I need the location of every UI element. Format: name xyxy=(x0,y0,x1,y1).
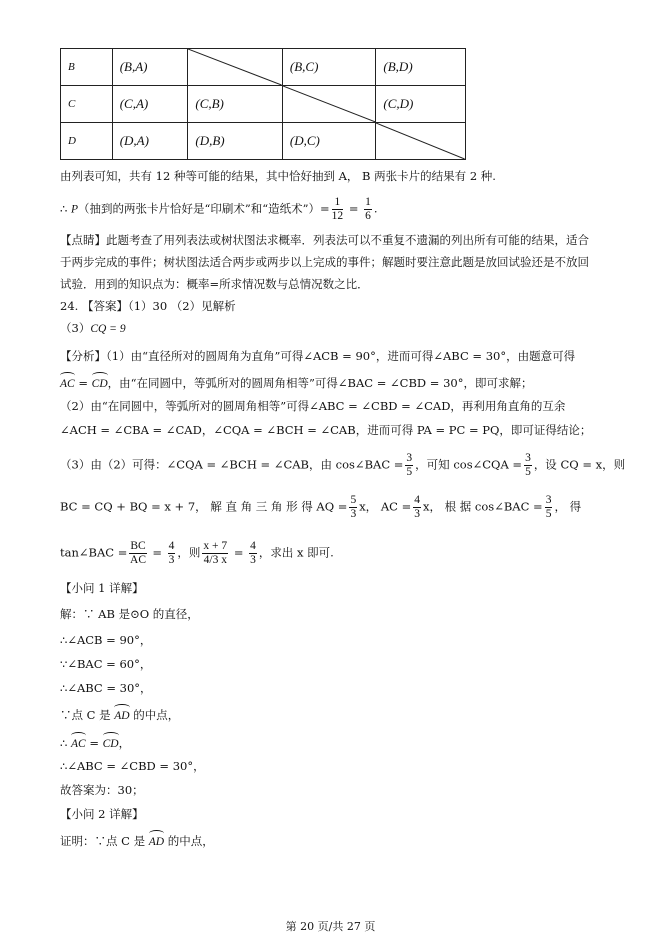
solution-line: ∴∠ABC = 30°， xyxy=(60,681,152,695)
denominator: 4/3 x xyxy=(203,554,227,566)
solution-line xyxy=(60,732,130,752)
table-cell: (B,C) xyxy=(282,49,376,86)
denominator: 5 xyxy=(545,508,552,520)
denominator: 3 xyxy=(350,508,357,520)
row-header: B xyxy=(61,49,113,86)
denominator: 12 xyxy=(331,210,344,222)
solution-text: 证明：∵点 C 是 xyxy=(60,834,149,848)
denominator: 3 xyxy=(250,554,256,566)
fraction xyxy=(405,452,413,479)
numerator: BC xyxy=(130,540,146,552)
diagonal-cell xyxy=(282,86,376,123)
comment-line: 【点睛】此题考查了用列表法或树状图法求概率．列表法可以不重复不遗漏的列出所有可能的结果，适合 xyxy=(60,233,589,247)
comment-line: 于两步完成的事件；树状图法适合两步或两步以上完成的事件；解题时要注意此题是放回试验还是不放回 xyxy=(60,255,589,269)
analysis-line xyxy=(60,372,532,392)
table-row xyxy=(61,86,466,123)
table-cell: (C,A) xyxy=(112,86,188,123)
numerator: 3 xyxy=(406,452,413,464)
equals: = xyxy=(85,736,103,750)
numerator: 4 xyxy=(250,540,256,552)
table-cell: (C,D) xyxy=(376,86,466,123)
solution-text: 的中点， xyxy=(129,708,180,722)
fraction xyxy=(249,540,257,567)
arc-symbol: AD xyxy=(149,830,164,850)
table-row xyxy=(61,49,466,86)
table-cell: (B,D) xyxy=(376,49,466,86)
table-cell: (B,A) xyxy=(112,49,188,86)
analysis-line xyxy=(60,494,581,521)
numerator: 5 xyxy=(350,494,357,506)
table-row xyxy=(61,123,466,160)
numerator: x + 7 xyxy=(203,540,228,552)
fraction xyxy=(524,452,532,479)
solution-line: ∵∠BAC = 60°， xyxy=(60,657,152,671)
analysis-text: ，求出 x 即可. xyxy=(258,545,334,560)
numerator: 4 xyxy=(168,540,175,552)
therefore-symbol: ∴ xyxy=(60,201,71,216)
arc-symbol: CD xyxy=(103,732,119,752)
solution-line: 解：∵ AB 是⊙O 的直径， xyxy=(60,607,199,621)
numerator: 3 xyxy=(545,494,552,506)
part-label: （3） xyxy=(60,321,91,335)
analysis-line: （2）由“在同圆中，等弧所对的圆周角相等”可得∠ABC = ∠CBD = ∠CAD，再利用角直角的互余 xyxy=(60,399,566,413)
subquestion-heading: 【小问 2 详解】 xyxy=(60,807,144,821)
equals: = xyxy=(148,545,166,560)
denominator: 6 xyxy=(365,210,371,222)
analysis-text: ，可知 cos∠CQA = xyxy=(415,457,523,472)
solution-text: 的中点， xyxy=(164,834,214,848)
analysis-line: 【分析】（1）由“直径所对的圆周角为直角”可得∠ACB = 90°，进而可得∠ABC = 30°，由题意可得 xyxy=(60,349,576,363)
analysis-text: ， 得 xyxy=(554,499,582,514)
fraction xyxy=(545,494,553,521)
solution-line: ∴∠ACB = 90°， xyxy=(60,633,152,647)
analysis-line xyxy=(60,540,334,567)
numerator: 4 xyxy=(414,494,420,506)
row-header: C xyxy=(61,86,113,123)
table-cell: (D,A) xyxy=(112,123,188,160)
table-cell: (D,B) xyxy=(188,123,283,160)
solution-line: ∴∠ABC = ∠CBD = 30°， xyxy=(60,759,205,773)
denominator: 5 xyxy=(406,466,413,478)
subquestion-heading: 【小问 1 详解】 xyxy=(60,581,144,595)
p-symbol: P xyxy=(70,203,79,216)
analysis-line: ∠ACH = ∠CBA = ∠CAD，∠CQA = ∠BCH = ∠CAB，进而可得 PA = PC = PQ，即可证得结论； xyxy=(60,423,592,437)
denominator: 5 xyxy=(525,466,531,478)
numerator: 1 xyxy=(332,196,344,210)
diagonal-cell xyxy=(188,49,283,86)
analysis-line xyxy=(60,452,625,479)
analysis-text: x， AC = xyxy=(359,499,412,514)
probability-formula xyxy=(60,196,378,223)
fraction xyxy=(364,196,372,223)
period: . xyxy=(373,201,378,216)
analysis-text: x， 根 据 cos∠BAC = xyxy=(422,499,543,514)
fraction xyxy=(168,540,176,567)
outcome-table xyxy=(60,48,466,160)
fraction xyxy=(332,196,344,223)
answer-part3 xyxy=(60,320,126,337)
solution-text: ∵点 C 是 xyxy=(60,708,115,722)
solution-text: ， xyxy=(118,736,131,750)
event-text: （抽到的两张卡片恰好是“印刷术”和“造纸术”）= xyxy=(78,201,330,216)
analysis-text: tan∠BAC = xyxy=(60,545,128,560)
analysis-text: ，设 CQ = x，则 xyxy=(533,457,626,472)
diagonal-cell xyxy=(376,123,466,160)
denominator: AC xyxy=(130,554,147,566)
conclusion-text: 由列表可知，共有 12 种等可能的结果，其中恰好抽到 A， B 两张卡片的结果有 2 种. xyxy=(60,169,496,183)
fraction xyxy=(413,494,421,521)
equals: = xyxy=(345,201,363,216)
table-cell: (C,B) xyxy=(188,86,283,123)
fraction xyxy=(129,540,146,567)
arc-symbol: AC xyxy=(60,372,75,392)
fraction xyxy=(202,540,228,567)
equals: = xyxy=(74,376,92,390)
math-expression: CQ = 9 xyxy=(90,323,126,335)
answer-heading: 24. 【答案】（1）30 （2）见解析 xyxy=(60,299,236,313)
denominator: 3 xyxy=(168,554,175,566)
analysis-text: ，由“在同圆中，等弧所对的圆周角相等”可得∠BAC = ∠CBD = 30°，即可求解； xyxy=(107,376,533,390)
arc-symbol: AD xyxy=(114,704,129,724)
row-header: D xyxy=(61,123,113,160)
arc-symbol: AC xyxy=(71,732,86,752)
solution-line xyxy=(60,704,179,724)
arc-symbol: CD xyxy=(92,372,108,392)
analysis-text: （3）由（2）可得：∠CQA = ∠BCH = ∠CAB，由 cos∠BAC = xyxy=(60,457,404,472)
numerator: 3 xyxy=(525,452,531,464)
table-cell: (D,C) xyxy=(282,123,376,160)
numerator: 1 xyxy=(365,196,371,208)
equals: = xyxy=(230,545,248,560)
analysis-text: BC = CQ + BQ = x + 7， 解 直 角 三 角 形 得 AQ = xyxy=(60,499,348,514)
solution-text: ∴ xyxy=(60,736,71,750)
fraction xyxy=(349,494,357,521)
solution-line: 故答案为：30； xyxy=(60,783,144,797)
comment-line: 试验．用到的知识点为：概率=所求情况数与总情况数之比． xyxy=(60,277,369,291)
page-number: 第 20 页/共 27 页 xyxy=(285,920,376,933)
denominator: 3 xyxy=(414,508,420,520)
analysis-text: ，则 xyxy=(177,545,201,560)
solution-line xyxy=(60,830,214,850)
